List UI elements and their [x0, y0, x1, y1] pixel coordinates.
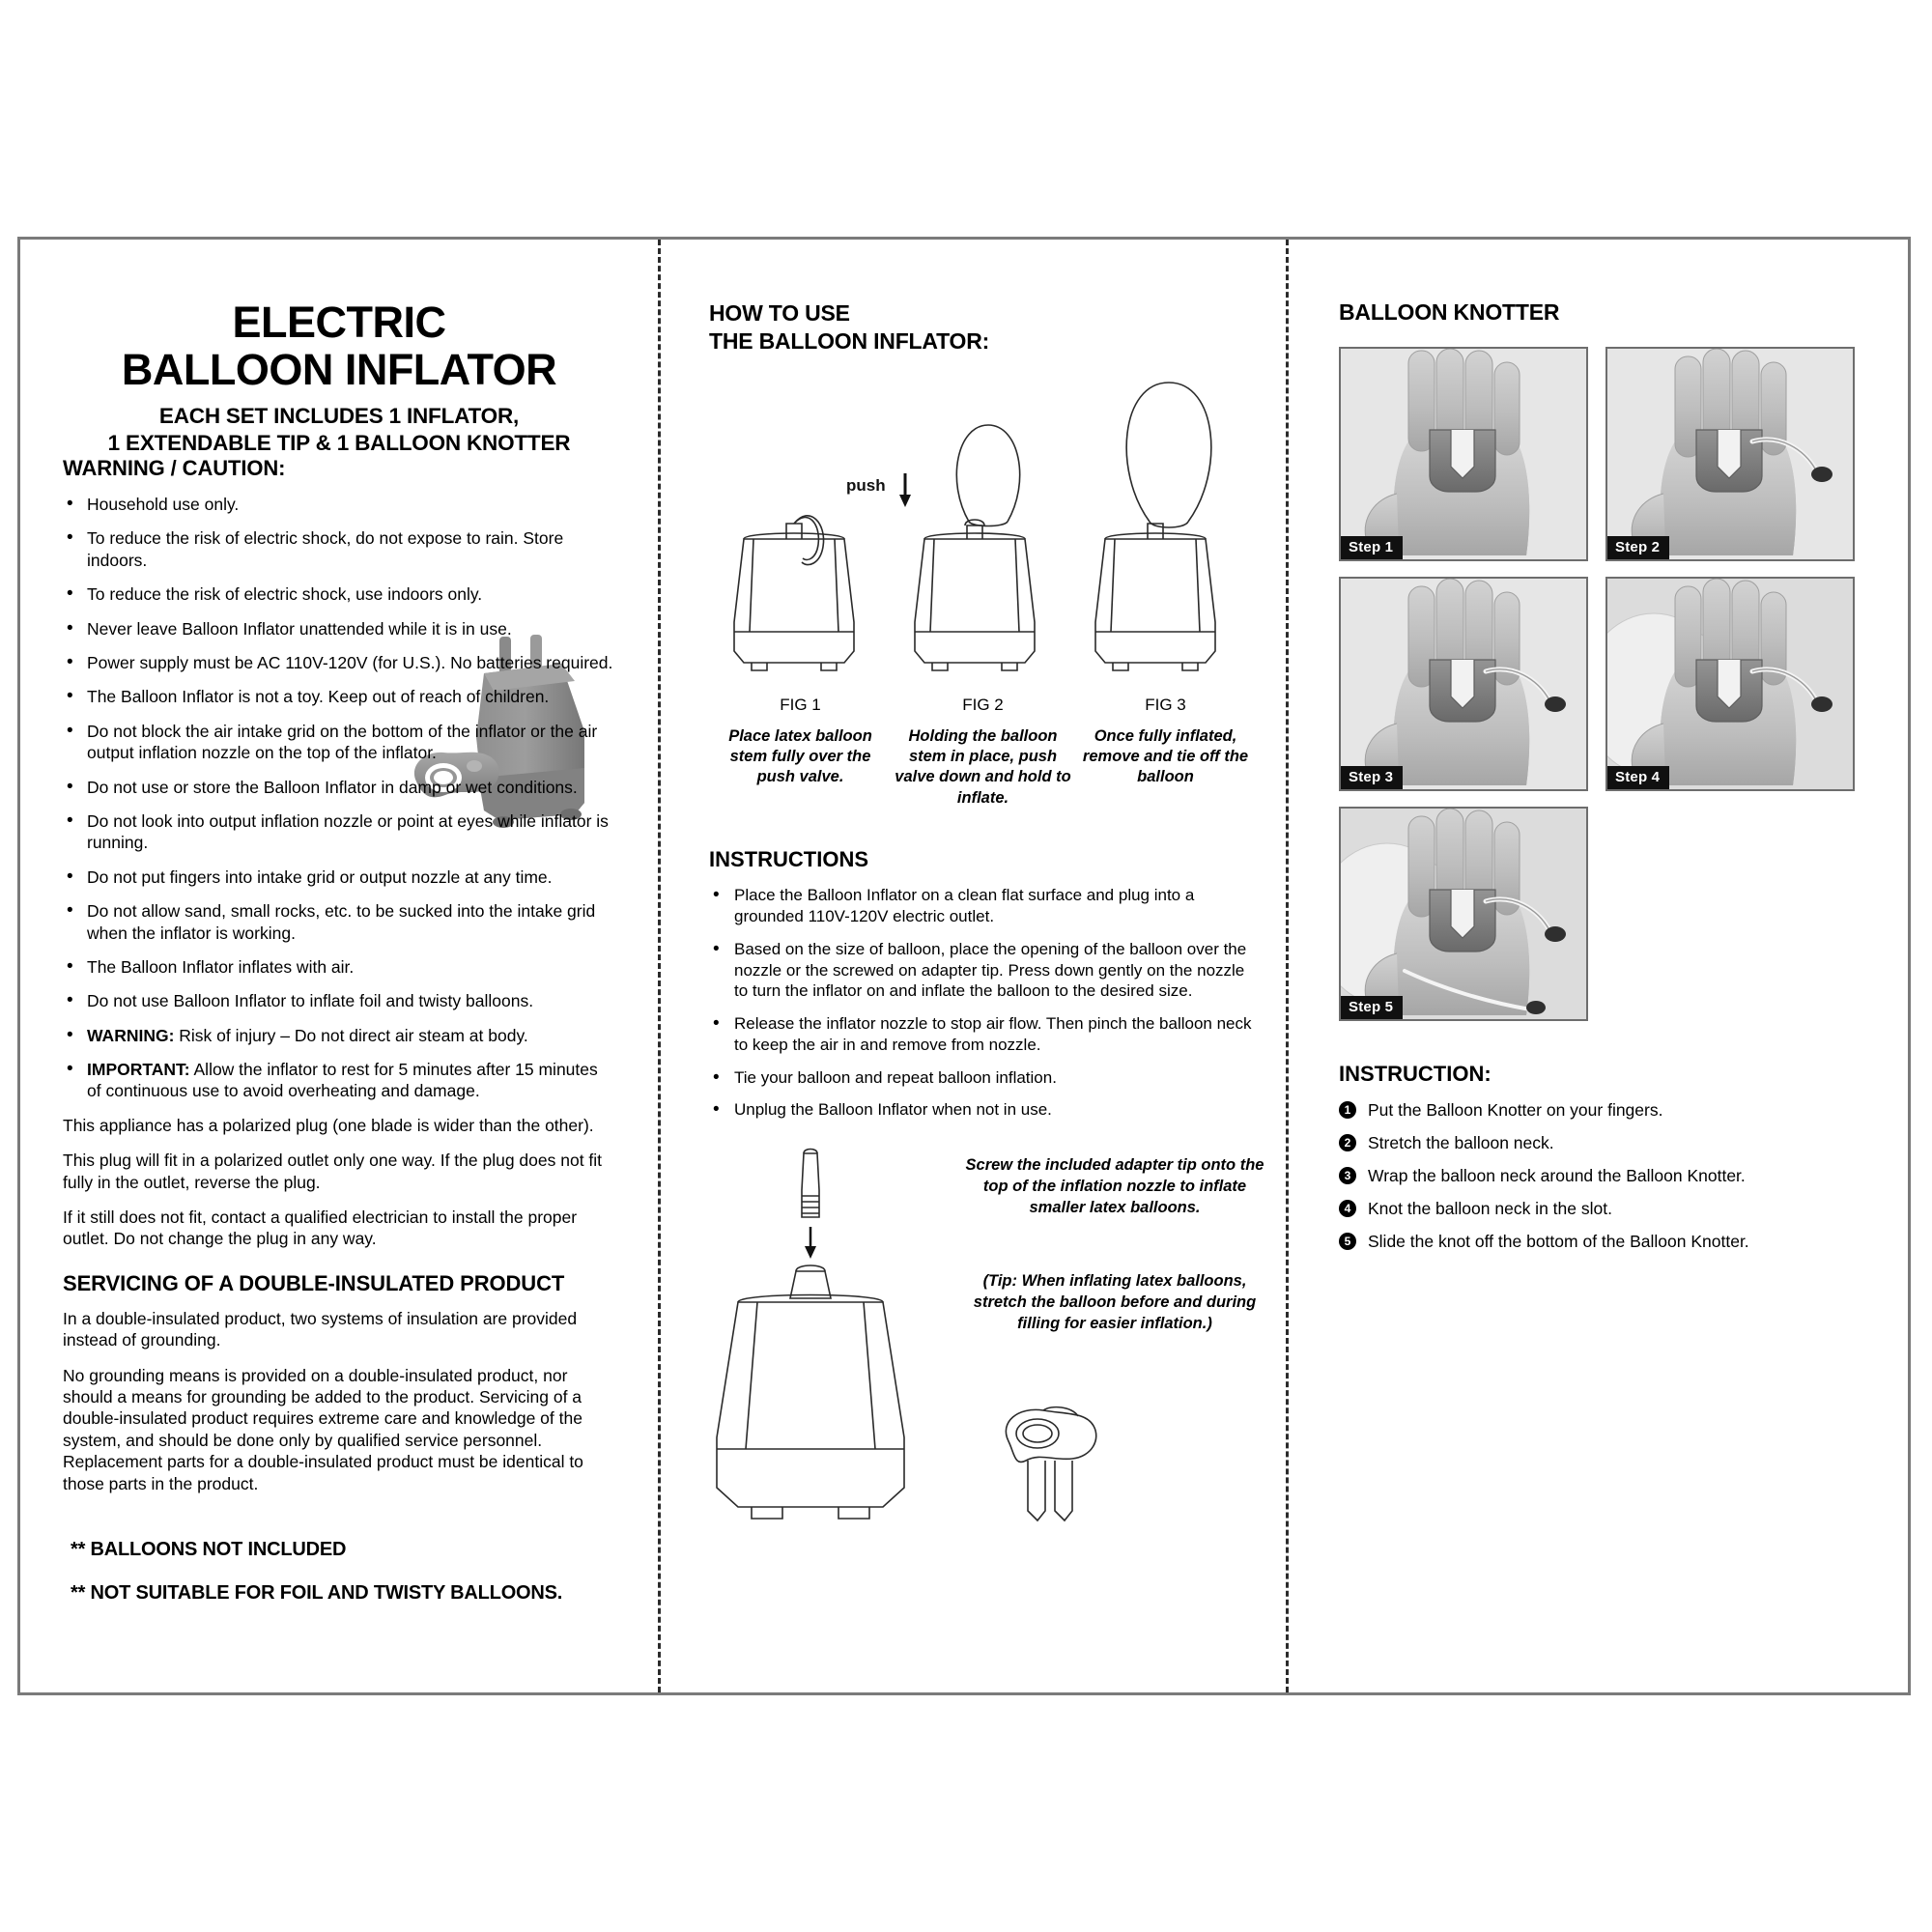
figure-number: FIG 1 [780, 695, 821, 714]
instruction-item: • Release the inflator nozzle to stop air flow. Then pinch the balloon neck to keep the air in and remove from nozzle. [709, 1013, 1257, 1056]
knotter-instruction-item [1339, 1166, 1867, 1187]
how-to-use-line-1: HOW TO USE [709, 300, 850, 326]
footnotes [71, 1539, 611, 1626]
instruction-item: • Place the Balloon Inflator on a clean flat surface and plug into a grounded 110V-120V electric outlet. [709, 885, 1257, 927]
knotter-instruction-text: Slide the knot off the bottom of the Balloon Knotter. [1368, 1231, 1749, 1251]
warning-item-text: Household use only. [87, 495, 240, 515]
warning-heading: WARNING / CAUTION: [63, 456, 286, 481]
step-number-badge: 4 [1339, 1200, 1356, 1217]
plug-paragraph: If it still does not fit, contact a qualified electrician to install the proper outlet. Do not change the plug in any way. [63, 1208, 578, 1249]
warning-item [63, 867, 615, 888]
warning-item-text: Allow the inflator to rest for 5 minutes after 15 minutes of continuous use to avoid overheating and damage. [87, 1060, 598, 1101]
knotter-step-photo [1605, 347, 1855, 561]
warning-item-text: Power supply must be AC 110V-120V (for U.S.). No batteries required. [87, 653, 613, 673]
knotter-instruction-heading: INSTRUCTION: [1339, 1062, 1492, 1086]
step-label: Step 2 [1607, 536, 1669, 559]
figure-caption-block [892, 696, 1074, 810]
panel-left [20, 240, 658, 1692]
figure-diagrams [709, 373, 1257, 692]
knotter-instruction-text: Put the Balloon Knotter on your fingers. [1368, 1100, 1663, 1120]
panel-right [1289, 240, 1914, 1692]
figure-caption-text: Place latex balloon stem fully over the push valve. [728, 726, 872, 786]
warning-item-text: Do not use Balloon Inflator to inflate foil and twisty balloons. [87, 991, 534, 1011]
knotter-instruction-list [1339, 1100, 1867, 1252]
warning-item [63, 652, 615, 673]
knotter-step-photo [1339, 807, 1588, 1021]
warning-item-text: Do not use or store the Balloon Inflator in damp or wet conditions. [87, 777, 578, 797]
knotter-step-photos [1339, 347, 1867, 1021]
warning-item [63, 810, 615, 854]
subtitle-line-1: EACH SET INCLUDES 1 INFLATOR, [158, 404, 520, 429]
figures-svg [709, 373, 1250, 692]
warning-item [63, 900, 615, 944]
warning-item-text: Risk of injury – Do not direct air steam at body. [174, 1025, 528, 1045]
subtitle-line-2: 1 EXTENDABLE TIP & 1 BALLOON KNOTTER [107, 430, 571, 455]
figure-caption-block [1074, 696, 1257, 810]
step-label: Step 5 [1341, 996, 1403, 1019]
step-number-badge: 3 [1339, 1167, 1356, 1184]
warning-item-lead: IMPORTANT: [87, 1060, 190, 1080]
hand-illustration [1607, 579, 1853, 789]
adapter-note-tip: (Tip: When inflating latex balloons, stretch the balloon before and during filling for easier inflation.) [973, 1272, 1257, 1332]
instruction-item: • Tie your balloon and repeat balloon inflation. [709, 1067, 1257, 1089]
hand-illustration [1341, 349, 1586, 559]
warning-item-text: The Balloon Inflator inflates with air. [87, 956, 355, 977]
step-number-badge: 2 [1339, 1134, 1356, 1151]
warning-item-text: Do not block the air intake grid on the bottom of the inflator or the air output inflation nozzle on the top of the inflator. [87, 721, 598, 763]
servicing-paragraphs [63, 1308, 615, 1494]
hand-illustration [1341, 579, 1586, 789]
knotter-instruction-item [1339, 1232, 1867, 1253]
panel-middle [661, 240, 1286, 1692]
knotter-step-photo [1605, 577, 1855, 791]
warning-item [63, 494, 615, 515]
knotter-instruction-item [1339, 1199, 1867, 1220]
warning-item-text: Do not allow sand, small rocks, etc. to be sucked into the intake grid when the inflator is working. [87, 901, 596, 943]
warning-item [63, 1059, 615, 1102]
step-label: Step 3 [1341, 766, 1403, 789]
warning-item [63, 777, 615, 798]
how-to-use-line-2: THE BALLOON INFLATOR: [709, 327, 990, 354]
push-annotation [846, 473, 911, 507]
instruction-sheet [17, 237, 1911, 1695]
warning-item-text: Do not look into output inflation nozzle or point at eyes while inflator is running. [87, 810, 609, 853]
instruction-item: • Unplug the Balloon Inflator when not in use. [709, 1099, 1257, 1121]
knotter-instruction-text: Knot the balloon neck in the slot. [1368, 1198, 1612, 1218]
step-number-badge: 1 [1339, 1101, 1356, 1119]
page-title [63, 278, 615, 393]
how-to-use-heading [709, 299, 1257, 355]
instructions-list [709, 885, 1257, 1121]
warning-item [63, 618, 615, 639]
knotter-instruction-text: Wrap the balloon neck around the Balloon Knotter. [1368, 1165, 1746, 1185]
warning-item-text: Never leave Balloon Inflator unattended while it is in use. [87, 618, 512, 639]
warning-item-text: Do not put fingers into intake grid or output nozzle at any time. [87, 867, 553, 887]
servicing-paragraph: No grounding means is provided on a double-insulated product, nor should a means for grounding be added to the product. Servicing of a double-insulated product requires extreme care and knowledge of the system, and should be done only by qualified service personnel. Replacement parts for a double-insulated product must be identical to those parts in the product. [63, 1365, 583, 1493]
warning-item-lead: WARNING: [87, 1025, 175, 1045]
knotter-step-photo [1339, 347, 1588, 561]
step-number-badge: 5 [1339, 1233, 1356, 1250]
figure-number: FIG 3 [1145, 695, 1186, 714]
instruction-item: • Based on the size of balloon, place the opening of the balloon over the nozzle or the screwed on adapter tip. Press down gently on the nozzle to turn the inflator on and inflate the balloon to the desired size. [709, 939, 1257, 1002]
figure-captions [709, 696, 1257, 810]
step-label: Step 4 [1607, 766, 1669, 789]
warning-item [63, 1025, 615, 1046]
hand-illustration [1607, 349, 1853, 559]
adapter-note-primary: Screw the included adapter tip onto the top of the inflation nozzle to inflate smaller latex balloons. [965, 1156, 1264, 1216]
hand-illustration [1341, 809, 1586, 1019]
warning-item [63, 990, 615, 1011]
plug-paragraph: This appliance has a polarized plug (one blade is wider than the other). [63, 1115, 594, 1135]
warning-item [63, 583, 615, 605]
polarized-plug-paragraphs [63, 1115, 615, 1250]
knotter-instruction-item [1339, 1100, 1867, 1122]
warning-item [63, 686, 615, 707]
svg-text:push: push [846, 475, 886, 495]
servicing-paragraph: In a double-insulated product, two systems of insulation are provided instead of grounding. [63, 1308, 578, 1350]
plug-paragraph: This plug will fit in a polarized outlet only one way. If the plug does not fit fully in the outlet, reverse the plug. [63, 1151, 603, 1192]
figure-caption-block [709, 696, 892, 810]
servicing-heading: SERVICING OF A DOUBLE-INSULATED PRODUCT [63, 1270, 565, 1295]
footnote-not-suitable: ** NOT SUITABLE FOR FOIL AND TWISTY BALLOONS. [71, 1582, 563, 1604]
warning-item-text: To reduce the risk of electric shock, do not expose to rain. Store indoors. [87, 528, 564, 570]
warning-item-text: To reduce the risk of electric shock, use indoors only. [87, 584, 483, 605]
warning-item-text: The Balloon Inflator is not a toy. Keep out of reach of children. [87, 687, 550, 707]
page-subtitle [63, 403, 615, 456]
figure-caption-text: Once fully inflated, remove and tie off the balloon [1082, 726, 1249, 786]
knotter-step-photo [1339, 577, 1588, 791]
title-line-1: ELECTRIC [232, 298, 446, 347]
balloon-knotter-heading: BALLOON KNOTTER [1339, 299, 1560, 325]
adapter-tip-diagram-area [709, 1148, 1264, 1534]
step-label: Step 1 [1341, 536, 1403, 559]
figure-caption-text: Holding the balloon stem in place, push valve down and hold to inflate. [895, 726, 1071, 807]
instructions-heading: INSTRUCTIONS [709, 847, 868, 872]
figure-number: FIG 2 [962, 695, 1004, 714]
footnote-balloons-not-included: ** BALLOONS NOT INCLUDED [71, 1539, 347, 1560]
warning-item [63, 527, 615, 571]
title-line-2: BALLOON INFLATOR [121, 344, 557, 394]
knotter-instruction-text: Stretch the balloon neck. [1368, 1132, 1554, 1152]
warning-item [63, 721, 615, 764]
warning-item [63, 956, 615, 978]
knotter-instruction-item [1339, 1133, 1867, 1154]
